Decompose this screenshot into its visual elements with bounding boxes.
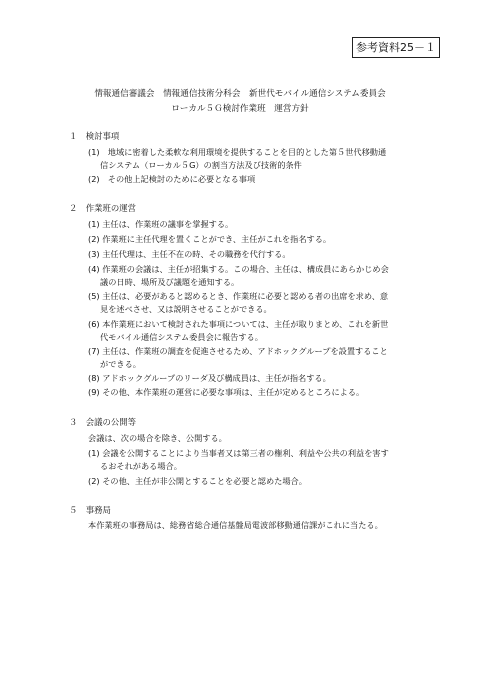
- section-2-line: 代モバイル通信システム委員会に報告する。: [100, 332, 263, 342]
- section-3-line: るおそれがある場合。: [100, 461, 182, 471]
- section-1-line: (1) 地域に密着した柔軟な利用環境を提供することを目的とした第５世代移動通: [88, 147, 387, 157]
- section-2-line: (6) 本作業班において検討された事項については、主任が取りまとめ、これを新世: [88, 319, 389, 329]
- section-3-line: 会議は、次の場合を除き、公開する。: [88, 433, 227, 443]
- header-policy-title: ローカル５Ｇ検討作業班 運営方針: [171, 104, 309, 114]
- section-2-line: (4) 作業班の会議は、主任が招集する。この場合、主任は、構成員にあらかじめ会: [88, 264, 389, 274]
- header-committee: 情報通信審議会 情報通信技術分科会 新世代モバイル通信システム委員会: [94, 89, 386, 99]
- section-title-2: ２ 作業班の運営: [69, 203, 136, 213]
- section-3-line: (1) 会議を公開することにより当事者又は第三者の権利、利益や公共の利益を害す: [88, 448, 389, 458]
- section-1-line: (2) その他上記検討のために必要となる事項: [88, 174, 256, 184]
- section-1-line: 信システム（ローカル５G）の割当方法及び技術的条件: [100, 160, 302, 170]
- section-2-line: (1) 主任は、作業班の議事を掌握する。: [88, 219, 234, 229]
- section-2-line: ができる。: [100, 359, 141, 369]
- reference-label: 参考資料25－１: [352, 37, 440, 58]
- section-2-line: (8) アドホックグループのリーダ及び構成員は、主任が指名する。: [88, 373, 331, 383]
- section-2-line: (5) 主任は、必要があると認めるとき、作業班に必要と認める者の出席を求め、意: [88, 291, 389, 301]
- section-title-1: １ 検討事項: [69, 131, 120, 141]
- section-2-line: (7) 主任は、作業班の調査を促進させるため、アドホックグループを設置すること: [88, 346, 388, 356]
- section-2-line: (9) その他、本作業班の運営に必要な事項は、主任が定めるところによる。: [88, 387, 365, 397]
- section-title-5: ５ 事務局: [69, 505, 111, 515]
- section-2-line: 議の日時、場所及び議題を通知する。: [100, 277, 240, 287]
- section-2-line: 見を述べさせ、又は説明させることができる。: [100, 304, 272, 314]
- section-title-3: ３ 会議の公開等: [69, 417, 136, 427]
- section-3-line: (2) その他、主任が非公開とすることを必要と認めた場合。: [88, 476, 307, 486]
- section-2-line: (2) 作業班に主任代理を置くことができ、主任がこれを指名する。: [88, 234, 332, 244]
- section-2-line: (3) 主任代理は、主任不在の時、その職務を代行する。: [88, 249, 291, 259]
- section-5-line: 本作業班の事務局は、総務省総合通信基盤局電波部移動通信課がこれに当たる。: [88, 520, 383, 530]
